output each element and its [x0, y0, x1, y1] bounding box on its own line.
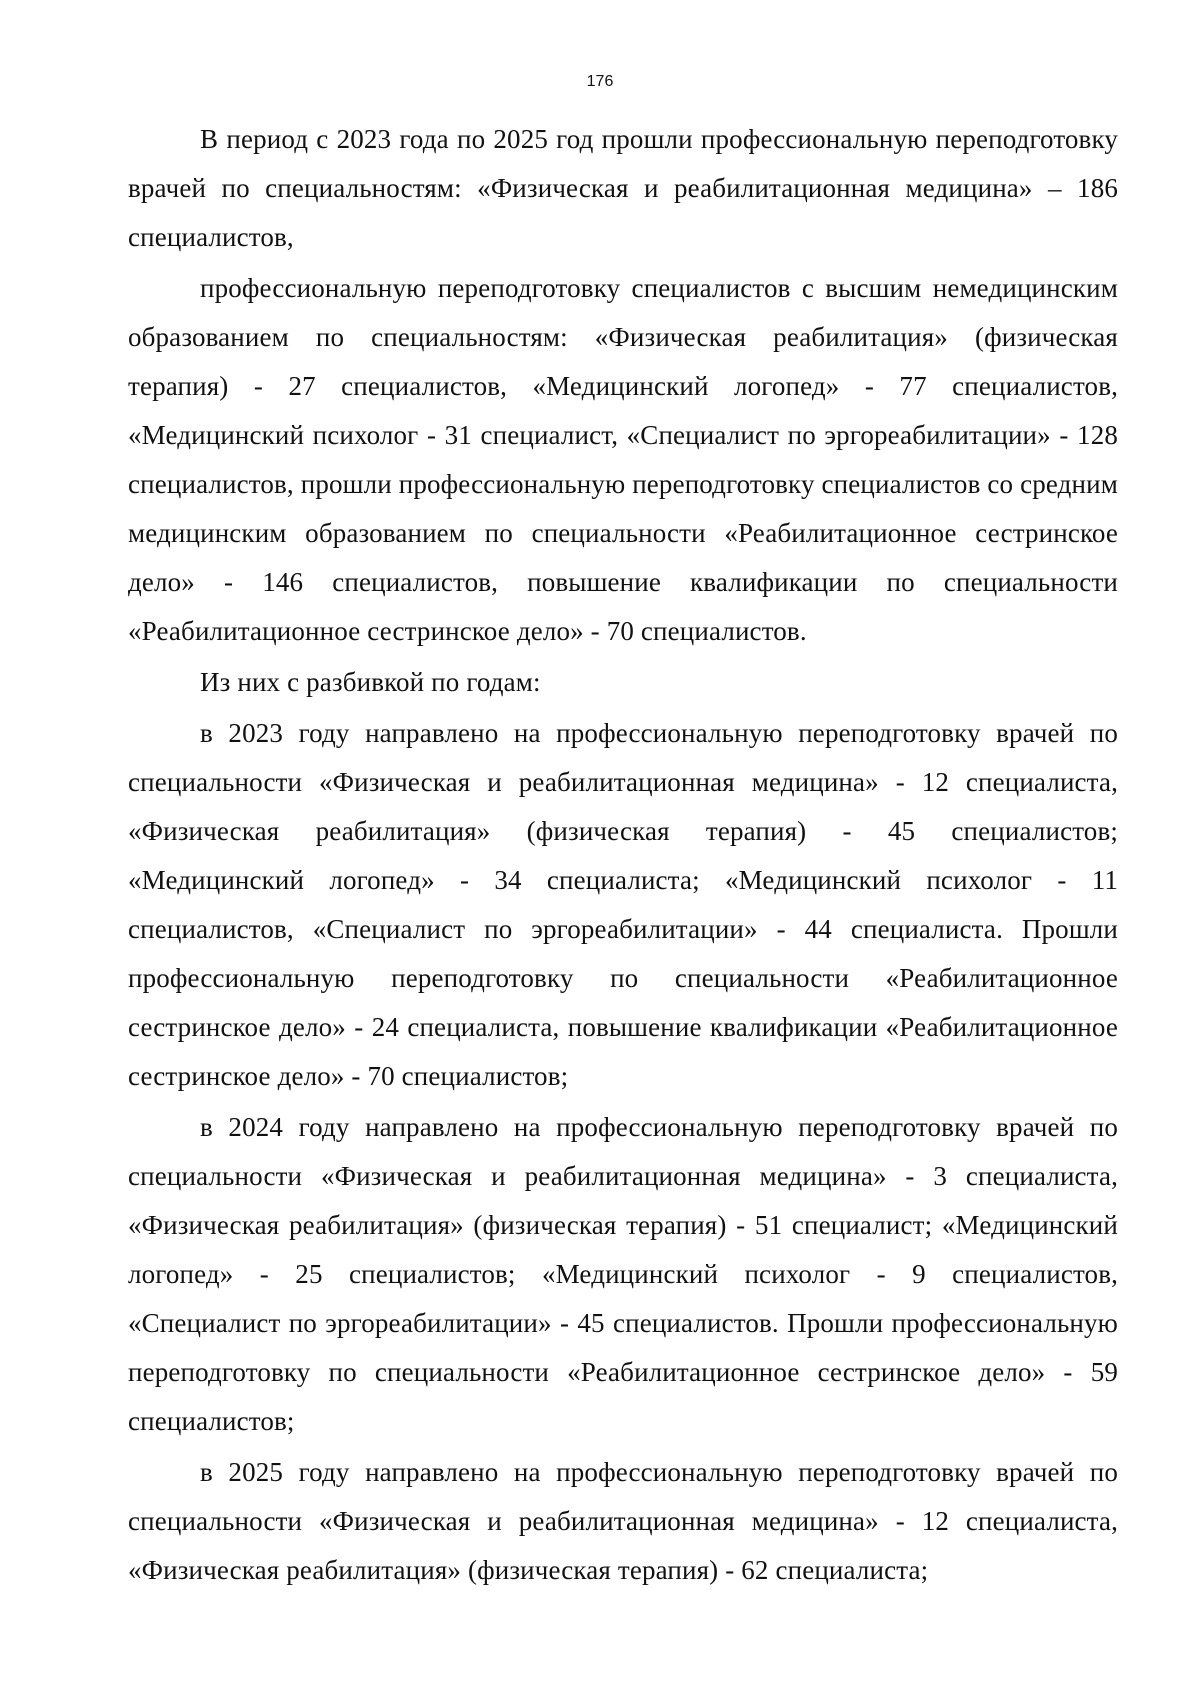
document-body: [128, 115, 1118, 1595]
paragraph-year-2024: в 2024 году направлено на профессиональную переподготовку врачей по специальности «Физическая и реабилитационная медицина» - 3 специалиста, «Физическая реабилитация» (физическая терапия) - 51 специалист; «Медицинский логопед» - 25 специалистов; «Медицинский психолог - 9 специалистов, «Специалист по эргореабилитации» - 45 специалистов. Прошли профессиональную переподготовку по специальности «Реабилитационное сестринское дело» - 59 специалистов;: [128, 1112, 1118, 1436]
paragraph-breakdown-intro: Из них с разбивкой по годам:: [200, 667, 541, 697]
paragraph-retraining-summary: В период с 2023 года по 2025 год прошли профессиональную переподготовку врачей по специальностям: «Физическая и реабилитационная медицина» – 186 специалистов,: [128, 124, 1118, 252]
paragraph-non-medical-specialists: профессиональную переподготовку специалистов с высшим немедицинским образованием по специальностям: «Физическая реабилитация» (физическая терапия) - 27 специалистов, «Медицинский логопед» - 77 специалистов, «Медицинский психолог - 31 специалист, «Специалист по эргореабилитации» - 128 специалистов, прошли профессиональную переподготовку специалистов со средним медицинским образованием по специальности «Реабилитационное сестринское дело» - 146 специалистов, повышение квалификации по специальности «Реабилитационное сестринское дело» - 70 специалистов.: [128, 273, 1118, 646]
paragraph-year-2023: в 2023 году направлено на профессиональную переподготовку врачей по специальности «Физическая и реабилитационная медицина» - 12 специалиста, «Физическая реабилитация» (физическая терапия) - 45 специалистов; «Медицинский логопед» - 34 специалиста; «Медицинский психолог - 11 специалистов, «Специалист по эргореабилитации» - 44 специалиста. Прошли профессиональную переподготовку по специальности «Реабилитационное сестринское дело» - 24 специалиста, повышение квалификации «Реабилитационное сестринское дело» - 70 специалистов;: [128, 718, 1118, 1091]
page-number: 176: [586, 73, 614, 90]
paragraph-year-2025: в 2025 году направлено на профессиональную переподготовку врачей по специальности «Физическая и реабилитационная медицина» - 12 специалиста, «Физическая реабилитация» (физическая терапия) - 62 специалиста;: [128, 1457, 1118, 1585]
